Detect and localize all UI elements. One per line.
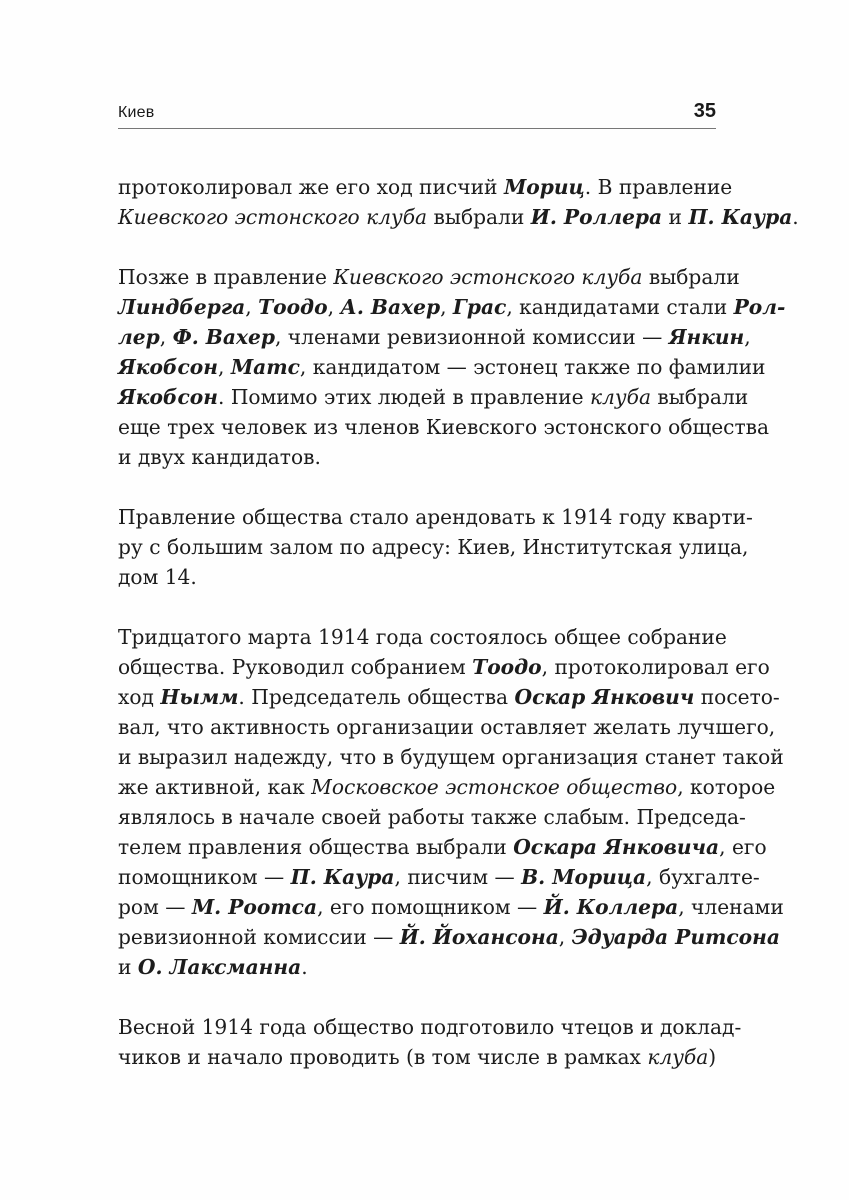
text-run: общества. Руководил собранием — [118, 655, 473, 679]
text-run: Правление общества стало арендовать к 1914 году кварти- — [118, 505, 753, 529]
page-number: 35 — [693, 100, 716, 122]
name-emphasis: Й. Коллера — [543, 895, 679, 919]
text-line — [118, 562, 716, 592]
name-emphasis: Эдуарда Ритсона — [571, 925, 780, 949]
text-line — [118, 712, 776, 742]
running-head — [118, 100, 716, 126]
text-line — [118, 802, 746, 832]
text-line — [118, 412, 770, 442]
text-run: , бухгалте- — [646, 865, 760, 889]
text-run: чиков и начало проводить (в том числе в рамках — [118, 1045, 648, 1069]
text-run: еще трех человек из членов Киевского эстонского общества — [118, 415, 770, 439]
text-run: . В правление — [584, 175, 733, 199]
italic-term: клуба — [590, 385, 651, 409]
text-line — [118, 772, 776, 802]
text-line — [118, 682, 780, 712]
name-emphasis: Линдберга — [118, 295, 246, 319]
name-emphasis: О. Лаксманна — [137, 955, 302, 979]
text-run: вал, что активность организации оставляет желать лучшего, — [118, 715, 776, 739]
text-line — [118, 952, 716, 982]
text-line — [118, 862, 760, 892]
text-run: . Помимо этих людей в правление — [217, 385, 590, 409]
text-run: , кандидатом — эстонец также по фамилии — [299, 355, 766, 379]
text-run: ревизионной комиссии — — [118, 925, 400, 949]
text-run: , — [159, 325, 173, 349]
italic-term: Киевского эстонского клуба — [333, 265, 643, 289]
text-run: Весной 1914 года общество подготовило чтецов и доклад- — [118, 1015, 742, 1039]
name-emphasis: Якобсон — [118, 385, 218, 409]
text-line — [118, 622, 727, 652]
text-line — [118, 922, 780, 952]
text-run: . — [792, 205, 799, 229]
paragraph — [118, 172, 799, 232]
text-run: же активной, как — [118, 775, 312, 799]
text-run: , — [217, 355, 231, 379]
text-run: , его — [719, 835, 767, 859]
text-run: и — [118, 955, 138, 979]
paragraph — [118, 502, 753, 592]
text-run: , — [245, 295, 259, 319]
name-emphasis: М. Роотса — [191, 895, 318, 919]
text-run: , — [440, 295, 453, 319]
name-emphasis: И. Роллера — [530, 205, 663, 229]
body-text — [118, 172, 799, 1102]
text-run: , кандидатами стали — [506, 295, 734, 319]
italic-term: Киевского эстонского клуба — [118, 205, 428, 229]
name-emphasis: Нымм — [160, 685, 239, 709]
text-line — [118, 292, 786, 322]
paragraph — [118, 262, 786, 472]
text-run: и двух кандидатов. — [118, 445, 321, 469]
text-run: , — [327, 295, 341, 319]
name-emphasis: В. Морица — [521, 865, 647, 889]
text-line — [118, 502, 753, 532]
paragraph — [118, 622, 784, 982]
name-emphasis: Якобсон — [118, 355, 218, 379]
text-line — [118, 1042, 716, 1072]
text-line — [118, 172, 733, 202]
text-run: являлось в начале своей работы также слабым. Председа- — [118, 805, 746, 829]
text-run: протоколировал же его ход писчий — [118, 175, 504, 199]
text-run: , писчим — — [394, 865, 522, 889]
name-emphasis: Тоодо — [472, 655, 542, 679]
text-run: выбрали — [427, 205, 531, 229]
name-emphasis: П. Каура — [290, 865, 395, 889]
text-run: , — [558, 925, 572, 949]
text-run: и выразил надежду, что в будущем организация станет такой — [118, 745, 784, 769]
text-run: Позже в правление — [118, 265, 334, 289]
text-line — [118, 892, 784, 922]
text-run: ) — [708, 1045, 717, 1069]
header-rule — [118, 128, 716, 129]
text-line — [118, 382, 749, 412]
text-run: и — [662, 205, 689, 229]
name-emphasis: Мориц — [503, 175, 585, 199]
text-run: посето- — [694, 685, 780, 709]
text-run: , — [744, 325, 751, 349]
text-run: телем правления общества выбрали — [118, 835, 514, 859]
text-line — [118, 652, 770, 682]
text-line — [118, 742, 784, 772]
section-title: Киев — [118, 104, 155, 121]
text-line — [118, 532, 749, 562]
name-emphasis: Рол- — [733, 295, 786, 319]
name-emphasis: Оскар Янкович — [514, 685, 695, 709]
text-run: . — [301, 955, 308, 979]
text-run: выбрали — [650, 385, 749, 409]
text-line — [118, 832, 767, 862]
name-emphasis: лер — [118, 325, 160, 349]
text-run: , протоколировал его — [541, 655, 770, 679]
text-line — [118, 202, 799, 232]
name-emphasis: Й. Йохансона — [399, 925, 559, 949]
name-emphasis: Матс — [230, 355, 300, 379]
name-emphasis: А. Вахер — [340, 295, 441, 319]
text-run: , которое — [677, 775, 776, 799]
text-line — [118, 322, 751, 352]
name-emphasis: Грас — [452, 295, 507, 319]
name-emphasis: Ф. Вахер — [172, 325, 275, 349]
text-run: , членами — [678, 895, 784, 919]
name-emphasis: Янкин — [668, 325, 745, 349]
text-line — [118, 442, 716, 472]
text-run: ру с большим залом по адресу: Киев, Институтская улица, — [118, 535, 749, 559]
text-run: дом 14. — [118, 565, 197, 589]
name-emphasis: П. Каура — [688, 205, 793, 229]
text-run: , членами ревизионной комиссии — — [274, 325, 669, 349]
text-line — [118, 1012, 742, 1042]
text-line — [118, 262, 740, 292]
text-run: , его помощником — — [317, 895, 544, 919]
name-emphasis: Оскара Янковича — [513, 835, 720, 859]
text-run: ход — [118, 685, 161, 709]
text-line — [118, 352, 766, 382]
text-run: помощником — — [118, 865, 291, 889]
paragraph — [118, 1012, 742, 1072]
text-run: Тридцатого марта 1914 года состоялось общее собрание — [118, 625, 727, 649]
text-run: выбрали — [642, 265, 740, 289]
name-emphasis: Тоодо — [258, 295, 328, 319]
italic-term: Московское эстонское общество — [311, 775, 678, 799]
italic-term: клуба — [647, 1045, 709, 1069]
text-run: . Председатель общества — [238, 685, 515, 709]
text-run: ром — — [118, 895, 192, 919]
